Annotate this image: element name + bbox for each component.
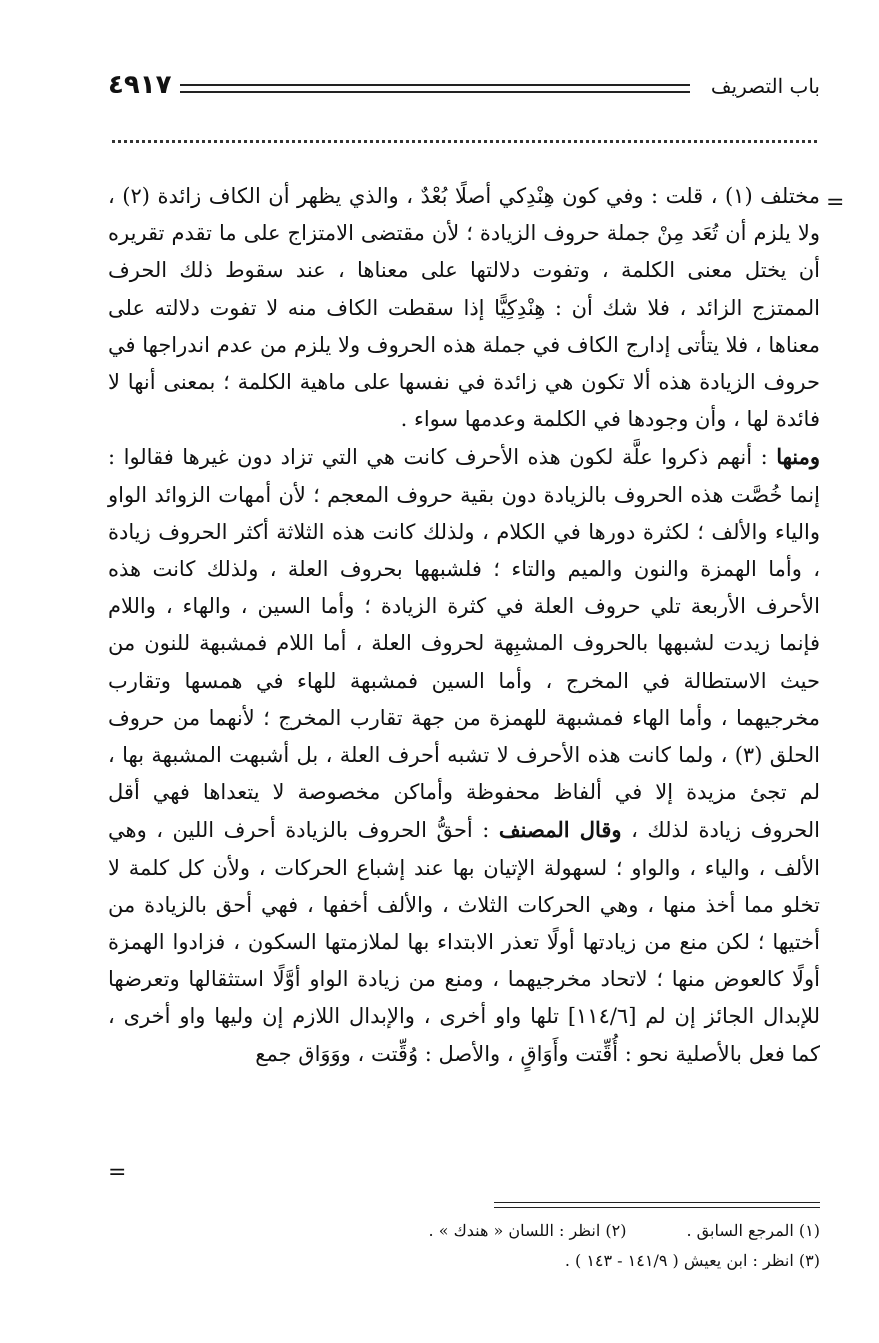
paragraph-2	[108, 438, 820, 1072]
footnote-row-1	[300, 1216, 820, 1246]
continuation-mark-start: =	[826, 190, 845, 215]
footnote-2: (٢) انظر : اللسان « هندك » .	[428, 1221, 627, 1240]
paragraph-2-text-b: : أحقُّ الحروف بالزيادة أحرف اللين ، وهي الألف ، والياء ، والواو ؛ لسهولة الإتيان بها عند إشباع الحركات ، ولأن كل كلمة لا تخلو مما أخذ منها ، وهي الحركات الثلاث ، والألف أخفها ، فهي أحق بالزيادة من أختيها ؛ لكن منع من زيادتها أولًا تعذر الابتداء بها لملازمتها السكون ، فزادوا الهمزة أولًا كالعوض منها ؛ لاتحاد مخرجيهما ، ومنع من زيادة الواو أوَّلًا استثقالها وتعرضها للإبدال الجائز إن لم [١١٤/٦] تلها واو أخرى ، والإبدال اللازم إن وليها واو أخرى ، كما فعل بالأصلية نحو : أُقِّتت وأَوَاقٍ ، والأصل : وُقِّتت ، ووَوَاق جمع	[108, 818, 820, 1066]
footnote-row-2	[300, 1246, 820, 1276]
footnote-1: (١) المرجع السابق .	[686, 1221, 820, 1240]
footnotes	[300, 1216, 820, 1276]
paragraph-1: مختلف (١) ، قلت : وفي كون هِنْدِكي أصلًا بُعْدٌ ، والذي يظهر أن الكاف زائدة (٢) ، ولا يلزم أن تُعَد مِنْ جملة حروف الزيادة ؛ لأن مقتضى الامتزاج على ما تقدم تقريره أن يختل معنى الكلمة ، وتفوت دلالتها على معناها ، عند سقوط ذلك الحرف الممتزج الزائد ، فلا شك أن : هِنْدِكِيًّا إذا سقطت الكاف منه لا تفوت دلالته على معناها ، فلا يتأتى إدارج الكاف في جملة هذه الحروف ولا يلزم من عدم اندراجها في حروف الزيادة هذه ألا تكون هي زائدة في نفسها على ماهية الكلمة ؛ بمعنى أنها لا فائدة لها ، وأن وجودها في الكلمة وعدمها سواء .	[108, 184, 820, 432]
page-header	[108, 70, 820, 106]
footnote-3: (٣) انظر : ابن يعيش ( ١٤١/٩ - ١٤٣ ) .	[564, 1251, 820, 1270]
paragraph-2-bold-author: وقال المصنف	[498, 817, 622, 843]
main-text	[108, 178, 820, 1073]
continuation-mark-end: =	[108, 1160, 127, 1185]
footnote-rule	[494, 1202, 820, 1208]
header-rule	[180, 84, 690, 93]
page-number: ٤٩١٧	[108, 70, 172, 100]
dotted-separator	[112, 140, 817, 143]
paragraph-2-text-a: : أنهم ذكروا علَّة لكون هذه الأحرف كانت هي التي تزاد دون غيرها فقالوا : إنما خُصَّت هذه الحروف بالزيادة دون بقية حروف المعجم ؛ لأن أمهات الزوائد الواو والياء والألف ؛ لكثرة دورها في الكلام ، ولذلك كانت هذه الثلاثة أكثر الحروف زيادة ، وأما الهمزة والنون والميم والتاء ؛ فلشبهها بحروف العلة ، ولذلك كانت هذه الأحرف الأربعة تلي حروف العلة في كثرة الزيادة ؛ وأما السين ، والهاء ، واللام فإنما زيدت لشبهها بالحروف المشبِهة لحروف العلة ، أما اللام فمشبهة للنون من حيث الاستطالة في المخرج ، وأما السين فمشبهة للهاء في همسها وتقارب مخرجيهما ، وأما الهاء فمشبهة للهمزة من جهة تقارب المخرج ؛ لأنهما من حروف الحلق (٣) ، ولما كانت هذه الأحرف لا تشبه أحرف العلة ، بل أشبهت المشبهة بها ، لم تجئ مزيدة إلا في ألفاظ محفوظة وأماكن مخصوصة لا يتعداها فهي أقل الحروف زيادة لذلك ،	[108, 445, 820, 843]
chapter-title: باب التصريف	[710, 74, 820, 98]
paragraph-2-lead: ومنها	[776, 444, 820, 470]
